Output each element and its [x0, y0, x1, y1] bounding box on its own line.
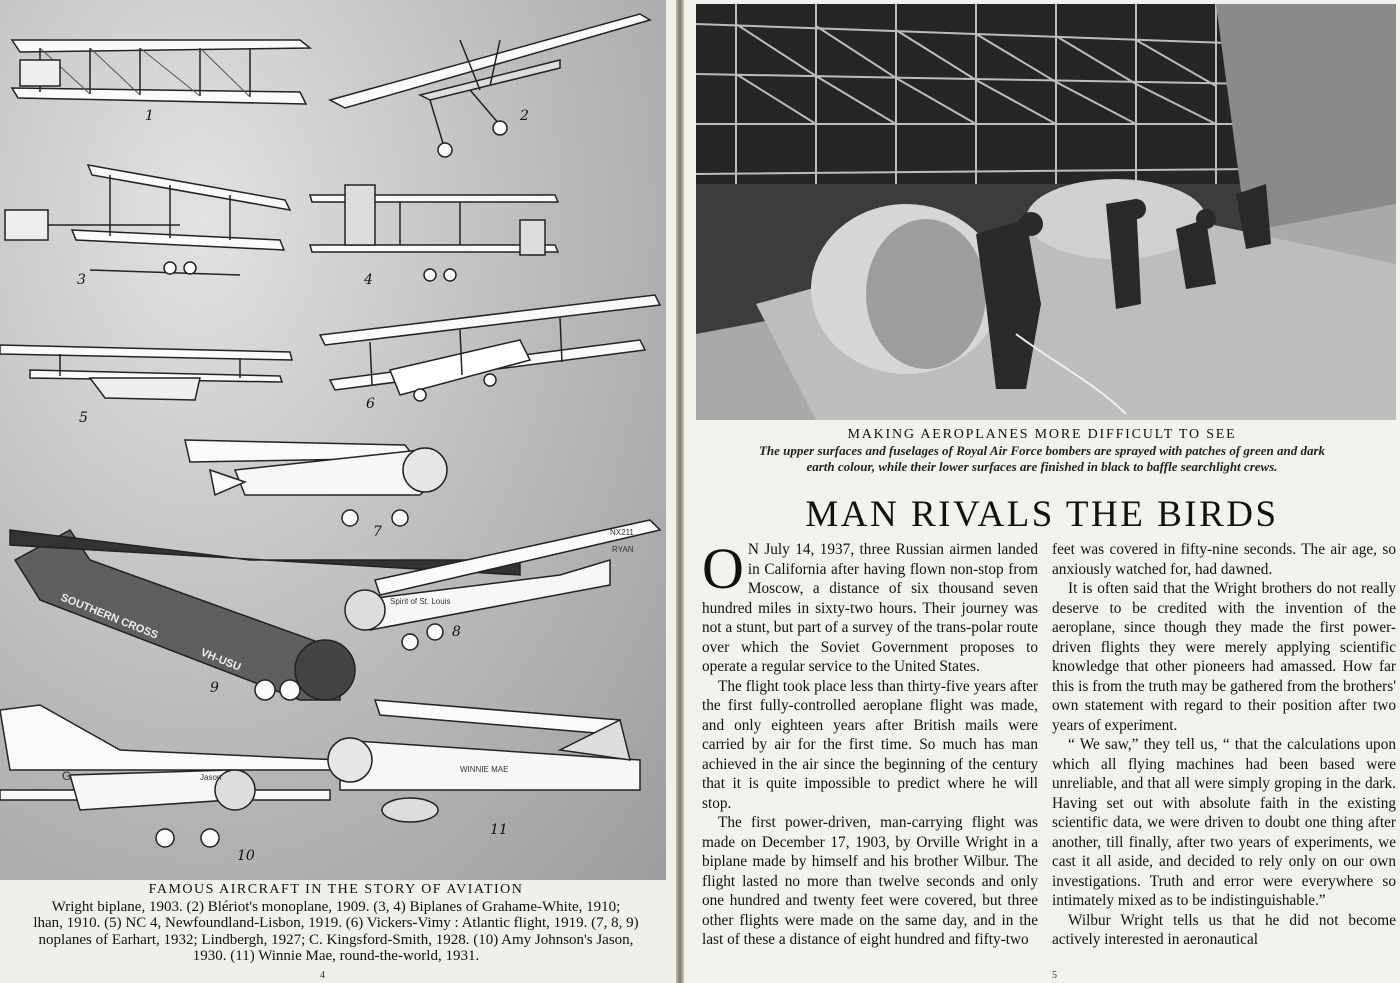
hangar-photograph	[696, 4, 1396, 420]
plate-number-8: 8	[452, 624, 461, 640]
aircraft-3-grahame-white	[5, 165, 290, 275]
aircraft-4-biplane	[310, 185, 558, 281]
aircraft-2-bleriot	[330, 14, 650, 157]
article-paragraph: The flight took place less than thirty-five years after the first fully-controlled aeroplane flight was made, and only eighteen years after British mails were carried by air for the first time. So much has man achieved in the air since the beginning of the century that it is quite impossible to predict where he will stop.	[702, 677, 1038, 812]
photo-caption-line-2: earth colour, while their lower surfaces are finished in black to baffle searchlight crews.	[806, 459, 1278, 474]
aircraft-drawings	[0, 0, 666, 880]
left-caption-line: 1930. (11) Winnie Mae, round-the-world, 1931.	[192, 948, 480, 964]
article-column-2	[1052, 540, 1396, 950]
aircraft-7-earhart	[185, 440, 447, 526]
plate-number-7: 7	[373, 524, 382, 540]
article-column-1	[702, 536, 1038, 950]
plate-number-1: 1	[145, 108, 154, 124]
aircraft-8-spirit	[345, 520, 660, 650]
spirit-maker: RYAN	[612, 545, 634, 554]
left-caption-line: noplanes of Earhart, 1932; Lindbergh, 1927; C. Kingsford-Smith, 1928. (10) Amy Johnson's Jason,	[38, 931, 634, 948]
southern-cross-reg: VH-USU	[198, 646, 243, 674]
left-caption-line: Wright biplane, 1903. (2) Blériot's monoplane, 1909. (3, 4) Biplanes of Grahame-White, 1910;	[51, 898, 621, 915]
winnie-mae-name: WINNIE MAE	[460, 765, 509, 774]
right-page-number: 5	[1052, 970, 1057, 981]
left-caption-line: lhan, 1910. (5) NC 4, Newfoundland-Lisbon, 1919. (6) Vickers-Vimy : Atlantic flight, 1919. (7, 8, 9)	[33, 915, 639, 931]
left-page	[0, 0, 676, 983]
left-page-number: 4	[320, 970, 325, 981]
plate-number-6: 6	[366, 396, 375, 412]
aircraft-10-jason	[0, 705, 340, 847]
plate-number-5: 5	[79, 410, 88, 426]
spirit-reg: NX211	[610, 528, 634, 537]
left-caption-title: FAMOUS AIRCRAFT IN THE STORY OF AVIATION	[148, 882, 524, 897]
article-paragraph: “ We saw,” they tell us, “ that the calculations upon which all flying machines had been based were unreliable, and that all were simply groping in the dark. Having set out with absolute faith in the existing scientific data, we were driven to doubt one thing after another, till finally, after two years of experiments, we cast it all aside, and decided to rely only on our own investigations. Truth and error were everywhere so intimately mixed as to be indistinguishable.”	[1052, 736, 1396, 909]
article-paragraph: It is often said that the Wright brothers do not really deserve to be credited with the invention of the aeroplane, since though they made the first power-driven flights they were merely applying scientific knowledge that other pioneers had amassed. How far this is from the truth may be gathered from the brothers' own statement with regard to their position after two years of experiment.	[1052, 580, 1396, 734]
photo-caption	[684, 426, 1400, 475]
article-paragraph: feet was covered in fifty-nine seconds. The air age, so anxiously watched for, had dawned.	[1052, 541, 1396, 578]
aircraft-6-vickers-vimy	[320, 295, 660, 401]
article-paragraph: Wilbur Wright tells us that he did not become actively interested in aeronautical	[1052, 911, 1396, 948]
right-page	[684, 0, 1400, 983]
plate-number-4: 4	[364, 272, 373, 288]
hangar-scene	[696, 4, 1396, 420]
aircraft-5-nc4	[0, 345, 292, 400]
aircraft-illustration-plate	[0, 0, 666, 880]
aircraft-1-wright-biplane	[12, 40, 310, 104]
photo-caption-title: MAKING AEROPLANES MORE DIFFICULT TO SEE	[847, 427, 1237, 442]
article-paragraph	[702, 536, 1038, 677]
plate-number-2: 2	[520, 108, 529, 124]
book-gutter	[676, 0, 684, 983]
article-paragraph: The first power-driven, man-carrying flight was made on December 17, 1903, by Orville Wright in a biplane made by himself and his brother Wilbur. The flight lasted no more than twelve seconds and only one hundred and twenty feet were covered, but three other flights were made on the same day, and in the last of these a distance of eight hundred and fifty-two	[702, 814, 1038, 948]
plate-number-10: 10	[237, 848, 255, 864]
plate-number-9: 9	[210, 680, 219, 696]
left-plate-caption	[0, 882, 672, 965]
jason-letter: G	[62, 769, 72, 783]
paragraph-text: N July 14, 1937, three Russian airmen landed in California after having flown non-stop from Moscow, a distance of six thousand seven hundred miles in sixty-two hours. Their journey was not a stunt, but part of a survey of the trans-polar route over which the Soviet Government proposes to operate a regular service to the United States.	[702, 541, 1038, 675]
jason-name: Jason	[200, 773, 222, 782]
plate-number-3: 3	[77, 272, 86, 288]
aircraft-11-winnie-mae	[328, 700, 640, 822]
spirit-name: Spirit of St. Louis	[390, 597, 451, 606]
drop-cap: O	[702, 536, 744, 601]
plate-number-11: 11	[490, 822, 508, 838]
photo-caption-line-1: The upper surfaces and fuselages of Royal Air Force bombers are sprayed with patches of green and dark	[758, 443, 1326, 458]
article-headline: MAN RIVALS THE BIRDS	[805, 494, 1279, 535]
southern-cross-name: SOUTHERN CROSS	[58, 591, 160, 642]
